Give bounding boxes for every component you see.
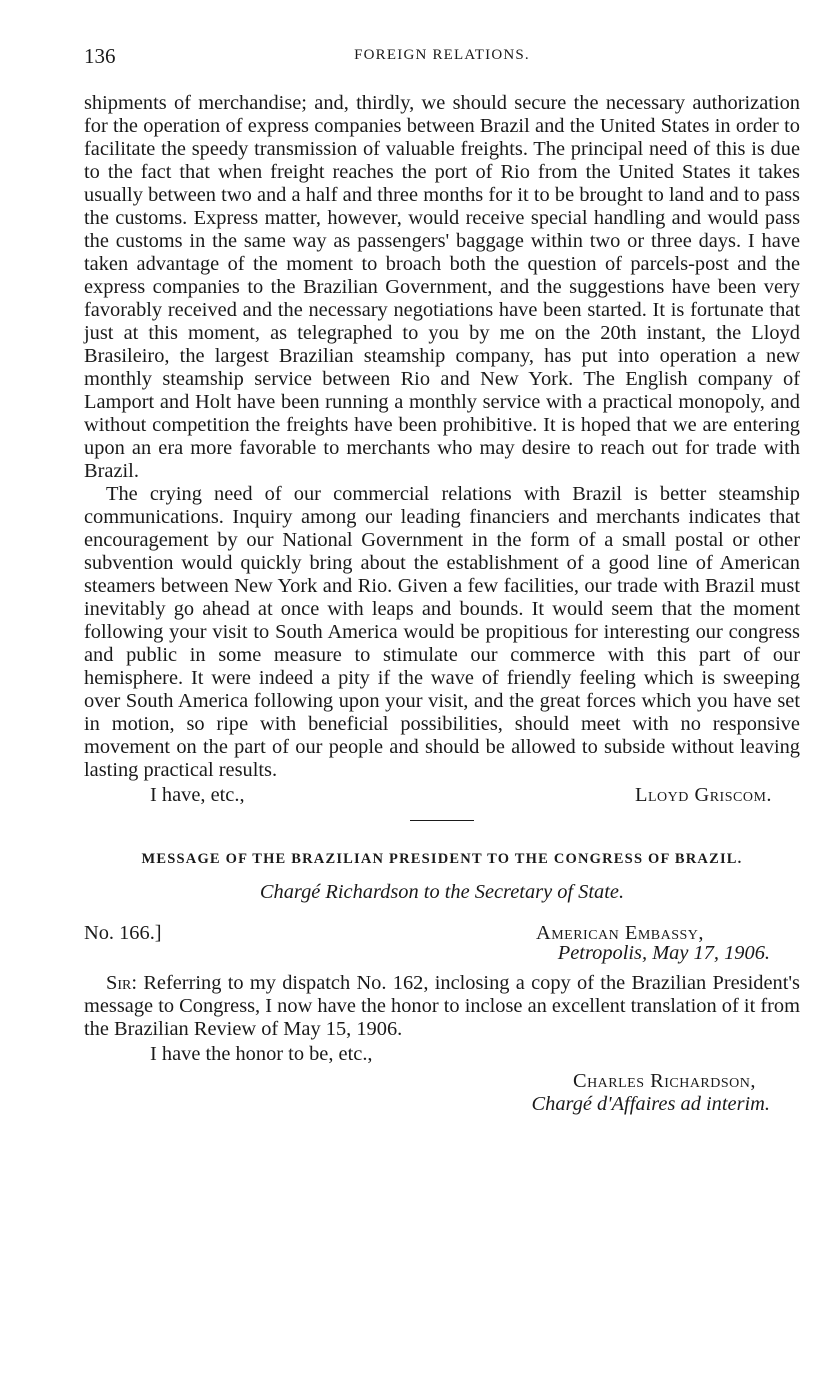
salutation: Sir: bbox=[106, 972, 138, 994]
document-page bbox=[84, 40, 800, 1116]
running-head bbox=[84, 40, 800, 70]
closing-formula: I have, etc., bbox=[150, 784, 245, 806]
signature-title: Chargé d'Affaires ad interim. bbox=[531, 1093, 770, 1115]
signature-richardson: Charles Richardson, bbox=[572, 1070, 756, 1092]
dispatch-body bbox=[84, 972, 800, 1041]
section-subheading: Chargé Richardson to the Secretary of State. bbox=[259, 881, 625, 903]
running-title: FOREIGN RELATIONS. bbox=[354, 47, 530, 63]
letter-griscom-body bbox=[84, 92, 800, 782]
paragraph-steamship: The crying need of our commercial relations with Brazil is better steamship communications. Inquiry among our leading financiers and merchants indicates that encouragement by our National Government in the form of a small postal or other subvention would quickly bring about the establishment of a good line of American steamers between New York and Rio. Given a few facilities, our trade with Brazil must inevitably go ahead at once with leaps and bounds. It would seem that the moment following your visit to South America would be propitious for interesting our congress and public in some measure to stimulate our commerce with this part of our hemisphere. It were indeed a pity if the wave of friendly feeling which is sweeping over South America following upon your visit, and the great forces which you have set in motion, so ripe with beneficial possibilities, should meet with no responsive movement on the part of our people and should be allowed to subside without leaving lasting practical results. bbox=[84, 483, 800, 781]
dispatch-text: Referring to my dispatch No. 162, inclosing a copy of the Brazilian President's message to Congress, I now have the honor to inclose an excellent translation of it from the Brazilian Review of May 15, 1906. bbox=[84, 972, 800, 1040]
closing-line bbox=[84, 784, 800, 812]
section-heading: MESSAGE OF THE BRAZILIAN PRESIDENT TO THE CONGRESS OF BRAZIL. bbox=[141, 851, 743, 867]
section-divider bbox=[410, 820, 474, 821]
signature-griscom: Lloyd Griscom. bbox=[635, 784, 772, 806]
embassy-name: American Embassy, bbox=[535, 922, 704, 944]
page-number: 136 bbox=[84, 44, 116, 68]
dispatch-number: No. 166.] bbox=[84, 922, 162, 944]
dateline: Petropolis, May 17, 1906. bbox=[557, 942, 770, 964]
valediction: I have the honor to be, etc., bbox=[150, 1043, 373, 1065]
dispatch-header bbox=[84, 920, 800, 964]
paragraph-continued: shipments of merchandise; and, thirdly, we should secure the necessary authorization for the operation of express companies between Brazil and the United States in order to facilitate the speedy transmission of valuable freights. The principal need of this is due to the fact that when freight reaches the port of Rio from the United States it takes usually between two and a half and three months for it to be brought to land and to pass the customs. Express matter, however, would receive special handling and would pass the customs in the same way as passengers' baggage within two or three days. I have taken advantage of the moment to broach both the question of parcels-post and the express companies to the Brazilian Government, and the suggestions have been very favorably received and the necessary negotiations have been started. It is fortunate that just at this moment, as telegraphed to you by me on the 20th instant, the Lloyd Brasileiro, the largest Brazilian steamship company, has put into operation a new monthly steamship service between Rio and New York. The English company of Lamport and Holt have been running a monthly service with a practical monopoly, and without competition the freights have been prohibitive. It is hoped that we are entering upon an era more favorable to merchants who may desire to reach out for trade with Brazil. bbox=[84, 92, 800, 482]
